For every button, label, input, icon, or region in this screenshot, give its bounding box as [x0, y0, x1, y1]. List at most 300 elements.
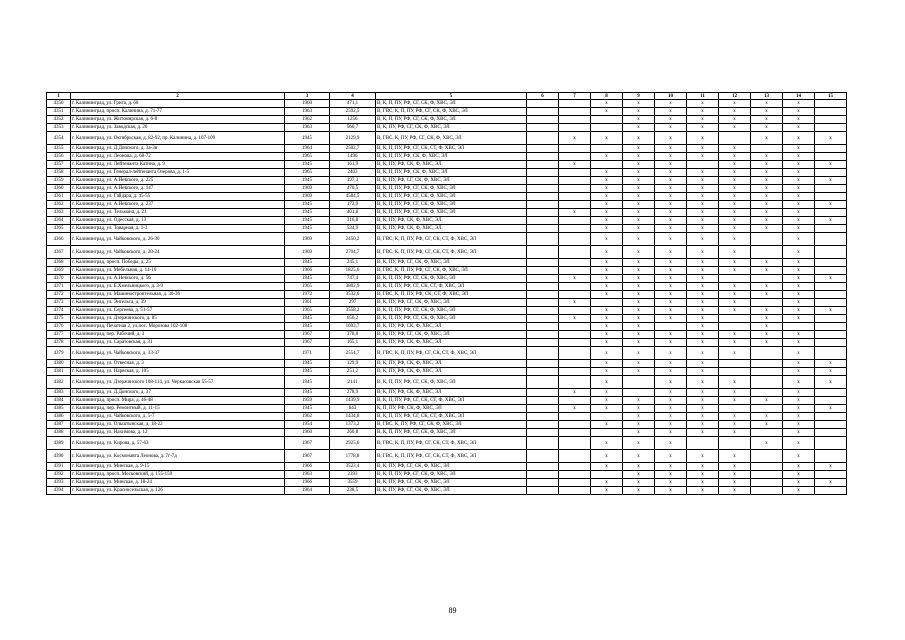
mark-cell: x: [751, 169, 783, 177]
mark-cell: x: [783, 217, 815, 225]
mark-cell: x: [591, 267, 623, 275]
area-cell: 2592,5: [330, 108, 376, 116]
empty-cell: [527, 397, 559, 405]
systems-cell: В, ГВС, К, П, ПУ, РФ, СГ, СК, Ф, ХВС, ЭЛ: [376, 108, 527, 116]
mark-cell: x: [815, 360, 847, 368]
empty-cell: [815, 193, 847, 201]
mark-cell: x: [591, 132, 623, 145]
column-header: 4: [330, 93, 376, 100]
address-cell: г. Калининград, ул. Чайковского, д. 5-7: [71, 413, 285, 421]
area-cell: 161,9: [330, 161, 376, 169]
mark-cell: x: [751, 185, 783, 193]
table-row: [47, 323, 847, 331]
empty-cell: [527, 347, 559, 360]
year-cell: 1954: [285, 421, 330, 429]
table-row: [47, 405, 847, 413]
mark-cell: x: [623, 100, 655, 108]
row-number-cell: 4386: [47, 413, 71, 421]
empty-cell: [783, 323, 815, 331]
empty-cell: [527, 389, 559, 397]
row-number-cell: 4389: [47, 437, 71, 450]
mark-cell: x: [591, 100, 623, 108]
systems-cell: В, К, ПУ, РФ, СГ, СК, Ф, ХВС, ЭЛ: [376, 299, 527, 307]
mark-cell: x: [751, 339, 783, 347]
systems-cell: В, К, ПУ, РФ, СГ, СК, Ф, ХВС, ЭЛ: [376, 331, 527, 339]
mark-cell: x: [655, 209, 687, 217]
mark-cell: x: [687, 225, 719, 233]
mark-cell: x: [655, 479, 687, 487]
mark-cell: x: [655, 368, 687, 376]
table-row: [47, 429, 847, 437]
empty-cell: [527, 450, 559, 463]
year-cell: 1945: [285, 323, 330, 331]
mark-cell: x: [655, 487, 687, 495]
row-number-cell: 4375: [47, 315, 71, 323]
empty-cell: [591, 116, 623, 124]
empty-cell: [719, 323, 751, 331]
empty-cell: [815, 291, 847, 299]
address-cell: г. Калининград, ул. Саратовская, д. 31: [71, 339, 285, 347]
empty-cell: [815, 259, 847, 267]
mark-cell: x: [623, 323, 655, 331]
mark-cell: x: [719, 331, 751, 339]
row-number-cell: 4383: [47, 389, 71, 397]
empty-cell: [559, 463, 591, 471]
mark-cell: x: [591, 331, 623, 339]
mark-cell: x: [687, 413, 719, 421]
mark-cell: x: [655, 307, 687, 315]
empty-cell: [527, 376, 559, 389]
mark-cell: x: [623, 209, 655, 217]
empty-cell: [527, 291, 559, 299]
area-cell: 297: [330, 299, 376, 307]
mark-cell: x: [815, 463, 847, 471]
systems-cell: В, К, П, ПУ, РФ, СК, Ф, ХВС, ЭЛ: [376, 153, 527, 161]
year-cell: 1965: [285, 307, 330, 315]
mark-cell: x: [719, 209, 751, 217]
table-row: [47, 450, 847, 463]
mark-cell: x: [655, 161, 687, 169]
mark-cell: x: [623, 291, 655, 299]
row-number-cell: 4371: [47, 283, 71, 291]
table-row: [47, 376, 847, 389]
mark-cell: x: [719, 185, 751, 193]
empty-cell: [527, 177, 559, 185]
mark-cell: x: [751, 209, 783, 217]
mark-cell: x: [655, 291, 687, 299]
table-row: [47, 360, 847, 368]
table-row: [47, 339, 847, 347]
mark-cell: x: [623, 116, 655, 124]
table-row: [47, 161, 847, 169]
systems-cell: В, ГВС, К, П, ПУ, РФ, СК, СТ, Ф, ХВС, ЭЛ: [376, 291, 527, 299]
mark-cell: x: [783, 124, 815, 132]
mark-cell: x: [719, 225, 751, 233]
mark-cell: x: [591, 217, 623, 225]
row-number-cell: 4390: [47, 450, 71, 463]
mark-cell: x: [719, 463, 751, 471]
year-cell: 1945: [285, 132, 330, 145]
mark-cell: x: [719, 347, 751, 360]
area-cell: 316,8: [330, 217, 376, 225]
empty-cell: [527, 299, 559, 307]
address-cell: г. Калининград, ул. Ольштынская, д. 18-22: [71, 421, 285, 429]
row-number-cell: 4388: [47, 429, 71, 437]
mark-cell: x: [687, 463, 719, 471]
year-cell: 1967: [285, 450, 330, 463]
empty-cell: [527, 201, 559, 209]
systems-cell: В, К, П, ПУ, РФ, СГ, СК, Ф, ХВС, ЭЛ: [376, 185, 527, 193]
mark-cell: x: [623, 421, 655, 429]
mark-cell: x: [655, 405, 687, 413]
row-number-cell: 4354: [47, 132, 71, 145]
mark-cell: x: [623, 339, 655, 347]
mark-cell: x: [687, 185, 719, 193]
mark-cell: x: [815, 368, 847, 376]
mark-cell: x: [719, 283, 751, 291]
empty-cell: [527, 217, 559, 225]
empty-cell: [751, 246, 783, 259]
systems-cell: В, ГВС, К, П, ПУ, РФ, СГ, СК, СТ, Ф, ХВС, ЭЛ: [376, 347, 527, 360]
column-header: 5: [376, 93, 527, 100]
empty-cell: [527, 116, 559, 124]
address-cell: г. Калининград, ул. Октябрьская, д. 82-92, пр. Калинина, д. 107-109: [71, 132, 285, 145]
empty-cell: [559, 291, 591, 299]
mark-cell: x: [687, 429, 719, 437]
empty-cell: [527, 471, 559, 479]
address-cell: г. Калининград, ул. Минская, д. 18-24: [71, 479, 285, 487]
systems-cell: В, К, П, ПУ, РФ, СГ, СК, Ф, ХВС, ЭЛ: [376, 116, 527, 124]
mark-cell: x: [655, 429, 687, 437]
area-cell: 2450,2: [330, 233, 376, 246]
mark-cell: x: [623, 145, 655, 153]
mark-cell: x: [783, 291, 815, 299]
empty-cell: [559, 339, 591, 347]
empty-cell: [527, 405, 559, 413]
address-cell: г. Калининград, ул. Чайковского, д. 26-30: [71, 233, 285, 246]
empty-cell: [815, 246, 847, 259]
year-cell: 1969: [285, 246, 330, 259]
empty-cell: [559, 283, 591, 291]
systems-cell: В, К, ПУ, РФ, СК, Ф, ХВС, ЭЛ: [376, 161, 527, 169]
mark-cell: x: [687, 323, 719, 331]
address-cell: г. Калининград, ул. А.Невского, д. 147: [71, 185, 285, 193]
mark-cell: x: [687, 153, 719, 161]
mark-cell: x: [783, 405, 815, 413]
mark-cell: x: [655, 124, 687, 132]
empty-cell: [527, 124, 559, 132]
mark-cell: x: [623, 331, 655, 339]
mark-cell: x: [751, 267, 783, 275]
mark-cell: x: [783, 315, 815, 323]
area-cell: 2129,9: [330, 132, 376, 145]
table-row: [47, 259, 847, 267]
table-row: [47, 124, 847, 132]
mark-cell: x: [687, 116, 719, 124]
systems-cell: В, ГВС, К, П, ПУ, РФ, СГ, СК, Ф, ХВС, ЭЛ: [376, 267, 527, 275]
column-header: 8: [591, 93, 623, 100]
table-row: [47, 193, 847, 201]
mark-cell: x: [719, 108, 751, 116]
register-table: [46, 92, 847, 495]
row-number-cell: 4366: [47, 233, 71, 246]
mark-cell: x: [783, 177, 815, 185]
mark-cell: x: [591, 259, 623, 267]
table-row: [47, 479, 847, 487]
empty-cell: [591, 413, 623, 421]
address-cell: г. Калининград, пер. Ремонтный, д. 11-15: [71, 405, 285, 413]
mark-cell: x: [655, 185, 687, 193]
mark-cell: x: [655, 177, 687, 185]
mark-cell: x: [623, 185, 655, 193]
mark-cell: x: [719, 450, 751, 463]
empty-cell: [527, 307, 559, 315]
systems-cell: В, К, П, ПУ, РФ, СГ, СК, Ф, ХВС, ЭЛ: [376, 376, 527, 389]
column-header: 12: [719, 93, 751, 100]
mark-cell: x: [751, 397, 783, 405]
mark-cell: x: [623, 450, 655, 463]
area-cell: 1256: [330, 116, 376, 124]
mark-cell: x: [655, 267, 687, 275]
mark-cell: x: [687, 193, 719, 201]
mark-cell: x: [783, 209, 815, 217]
mark-cell: x: [687, 283, 719, 291]
mark-cell: x: [623, 201, 655, 209]
row-number-cell: 4362: [47, 201, 71, 209]
year-cell: 1963: [285, 108, 330, 116]
mark-cell: x: [655, 100, 687, 108]
address-cell: г. Калининград, ул. Д.Донского, д. 37: [71, 389, 285, 397]
mark-cell: x: [687, 487, 719, 495]
year-cell: 1969: [285, 185, 330, 193]
column-header: 14: [783, 93, 815, 100]
mark-cell: x: [623, 463, 655, 471]
mark-cell: x: [751, 259, 783, 267]
empty-cell: [719, 360, 751, 368]
mark-cell: x: [815, 376, 847, 389]
address-cell: г. Калининград, ул. Чайковского, д. 33-37: [71, 347, 285, 360]
mark-cell: x: [687, 259, 719, 267]
systems-cell: В, К, П, ПУ, РФ, СГ, СК, СТ, Ф, ХВС, ЭЛ: [376, 283, 527, 291]
empty-cell: [527, 267, 559, 275]
empty-cell: [559, 169, 591, 177]
mark-cell: x: [591, 368, 623, 376]
empty-cell: [655, 323, 687, 331]
empty-cell: [559, 177, 591, 185]
mark-cell: x: [559, 161, 591, 169]
empty-cell: [559, 153, 591, 161]
mark-cell: x: [719, 153, 751, 161]
area-cell: 643: [330, 405, 376, 413]
empty-cell: [815, 315, 847, 323]
empty-cell: [559, 193, 591, 201]
mark-cell: x: [783, 360, 815, 368]
mark-cell: x: [591, 291, 623, 299]
mark-cell: x: [623, 246, 655, 259]
mark-cell: x: [815, 201, 847, 209]
mark-cell: x: [687, 471, 719, 479]
address-cell: г. Калининград, ул. А.Невского, д. 237: [71, 201, 285, 209]
table-row: [47, 315, 847, 323]
empty-cell: [815, 145, 847, 153]
table-row: [47, 233, 847, 246]
mark-cell: x: [655, 376, 687, 389]
year-cell: 1966: [285, 267, 330, 275]
mark-cell: x: [719, 429, 751, 437]
systems-cell: В, К, П, ПУ, РФ, СГ, СК, Ф, ХВС, ЭЛ: [376, 315, 527, 323]
mark-cell: x: [719, 169, 751, 177]
empty-cell: [751, 360, 783, 368]
empty-cell: [559, 479, 591, 487]
empty-cell: [815, 267, 847, 275]
empty-cell: [527, 185, 559, 193]
mark-cell: x: [655, 347, 687, 360]
year-cell: 1945: [285, 315, 330, 323]
mark-cell: x: [687, 132, 719, 145]
empty-cell: [559, 233, 591, 246]
empty-cell: [559, 145, 591, 153]
table-row: [47, 225, 847, 233]
mark-cell: x: [623, 169, 655, 177]
systems-cell: К, П, ПУ, РФ, СК, Ф, ХВС, ЭЛ: [376, 405, 527, 413]
row-number-cell: 4376: [47, 323, 71, 331]
mark-cell: x: [623, 368, 655, 376]
empty-cell: [815, 450, 847, 463]
mark-cell: x: [591, 193, 623, 201]
year-cell: 1966: [285, 463, 330, 471]
mark-cell: x: [783, 397, 815, 405]
systems-cell: В, К, П, ПУ, РФ, СГ, СК, Ф, ХВС, ЭЛ: [376, 307, 527, 315]
empty-cell: [751, 389, 783, 397]
empty-cell: [527, 315, 559, 323]
mark-cell: x: [591, 323, 623, 331]
mark-cell: x: [719, 246, 751, 259]
mark-cell: x: [783, 437, 815, 450]
systems-cell: В, К, П, ПУ, РФ, СГ, СК, Ф, ХВС, ЭЛ: [376, 275, 527, 283]
mark-cell: x: [783, 331, 815, 339]
address-cell: г. Калининград, ул. Красносельская, д. 126: [71, 487, 285, 495]
empty-cell: [815, 116, 847, 124]
area-cell: 1496: [330, 153, 376, 161]
column-header: 11: [687, 93, 719, 100]
row-number-cell: 4379: [47, 347, 71, 360]
mark-cell: x: [591, 177, 623, 185]
mark-cell: x: [783, 169, 815, 177]
area-cell: 378,8: [330, 331, 376, 339]
mark-cell: x: [687, 108, 719, 116]
mark-cell: x: [751, 100, 783, 108]
mark-cell: x: [783, 339, 815, 347]
mark-cell: x: [687, 246, 719, 259]
row-number-cell: 4363: [47, 209, 71, 217]
empty-cell: [559, 360, 591, 368]
mark-cell: x: [655, 193, 687, 201]
systems-cell: В, К, П, ПУ, РФ, СГ, СК, Ф, ХВС, ЭЛ: [376, 471, 527, 479]
empty-cell: [815, 487, 847, 495]
mark-cell: x: [623, 108, 655, 116]
year-cell: 1945: [285, 217, 330, 225]
mark-cell: x: [719, 291, 751, 299]
mark-cell: x: [655, 225, 687, 233]
row-number-cell: 4351: [47, 108, 71, 116]
mark-cell: x: [623, 177, 655, 185]
address-cell: г. Калининград, ул. Энгельса, д. 39: [71, 299, 285, 307]
mark-cell: x: [591, 246, 623, 259]
mark-cell: x: [687, 299, 719, 307]
address-cell: г. Калининград, ул. Кирова, д. 57-63: [71, 437, 285, 450]
empty-cell: [815, 233, 847, 246]
area-cell: 2554,7: [330, 347, 376, 360]
empty-cell: [527, 233, 559, 246]
empty-cell: [527, 161, 559, 169]
mark-cell: x: [559, 405, 591, 413]
mark-cell: x: [559, 275, 591, 283]
empty-cell: [559, 307, 591, 315]
mark-cell: x: [783, 299, 815, 307]
mark-cell: x: [783, 246, 815, 259]
table-row: [47, 185, 847, 193]
address-cell: г. Калининград, ул. Чайковского, д. 20-24: [71, 246, 285, 259]
systems-cell: В, ГВС, К, П, ПУ, РФ, СГ, СК, СТ, Ф, ХВС, ЭЛ: [376, 450, 527, 463]
mark-cell: x: [783, 347, 815, 360]
mark-cell: x: [687, 397, 719, 405]
mark-cell: x: [687, 100, 719, 108]
empty-cell: [815, 124, 847, 132]
empty-cell: [559, 450, 591, 463]
mark-cell: x: [751, 116, 783, 124]
address-cell: г. Калининград, ул. Космонавта Леонова, д. 7г-7д: [71, 450, 285, 463]
column-header: 9: [623, 93, 655, 100]
mark-cell: x: [591, 307, 623, 315]
address-cell: г. Калининград, ул. Дзержинского 108-114, ул. Черкасовская 55-57: [71, 376, 285, 389]
empty-cell: [559, 267, 591, 275]
mark-cell: x: [687, 124, 719, 132]
mark-cell: x: [655, 275, 687, 283]
area-cell: 401,8: [330, 209, 376, 217]
mark-cell: x: [751, 153, 783, 161]
mark-cell: x: [783, 487, 815, 495]
mark-cell: x: [655, 233, 687, 246]
systems-cell: В, К, ПУ, РФ, СГ, СК, Ф, ХВС, ЭЛ: [376, 463, 527, 471]
table-row: [47, 299, 847, 307]
mark-cell: x: [783, 421, 815, 429]
mark-cell: x: [783, 413, 815, 421]
empty-cell: [559, 323, 591, 331]
area-cell: 2141: [330, 376, 376, 389]
table-row: [47, 471, 847, 479]
systems-cell: В, К, П, ПУ, РФ, СГ, СК, Ф, ХВС, ЭЛ: [376, 193, 527, 201]
year-cell: 1969: [285, 193, 330, 201]
address-cell: г. Калининград, ул. Дзержинского, д. 85: [71, 315, 285, 323]
mark-cell: x: [751, 291, 783, 299]
year-cell: 1969: [285, 233, 330, 246]
table-row: [47, 201, 847, 209]
column-header: 15: [815, 93, 847, 100]
mark-cell: x: [655, 217, 687, 225]
mark-cell: x: [815, 177, 847, 185]
mark-cell: x: [783, 145, 815, 153]
mark-cell: x: [623, 307, 655, 315]
mark-cell: x: [783, 307, 815, 315]
mark-cell: x: [623, 299, 655, 307]
year-cell: 1972: [285, 291, 330, 299]
empty-cell: [623, 389, 655, 397]
mark-cell: x: [751, 132, 783, 145]
empty-cell: [623, 376, 655, 389]
empty-cell: [591, 145, 623, 153]
year-cell: 1945: [285, 376, 330, 389]
mark-cell: x: [591, 275, 623, 283]
